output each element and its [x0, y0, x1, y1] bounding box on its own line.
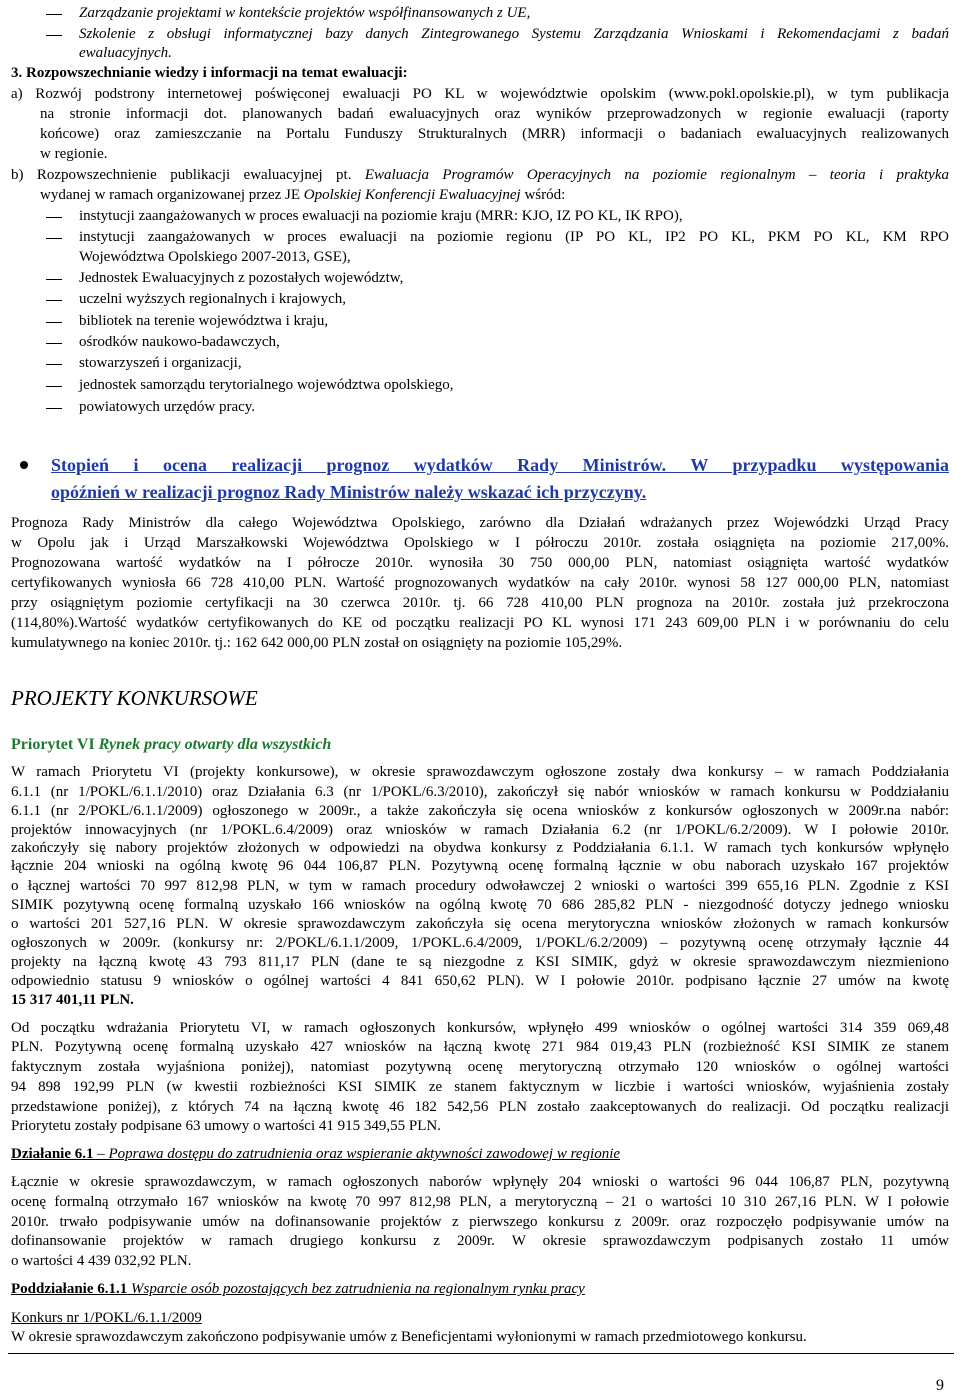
dash-bullet: [46, 408, 62, 409]
list-item: instytucji zaangażowanych w proces ewaluacji na poziomie kraju (MRR: KJO, IZ PO KL, IK RPO),: [79, 208, 683, 224]
list-item: Zarządzanie projektami w kontekście projektów współfinansowanych z UE,: [79, 5, 531, 21]
paragraph-line: o łącznej wartości 70 997 812,98 PLN, w tym w ramach procedury odwoławczej 2 wnioski o wartości 399 655,16 PLN. Zgodnie z KSI: [11, 878, 949, 894]
text-run: wśród:: [520, 187, 566, 203]
paragraph-line: przedstawione poniżej), z których 74 na łączną kwotę 46 182 542,56 PLN zostało zaakceptowanych do realizacji. Od początku realizacji: [11, 1099, 949, 1115]
list-item: powiatowych urzędów pracy.: [79, 399, 256, 415]
paragraph-line: projekty na łączną kwotę 43 793 811,17 PLN (dane te są niezgodne z KSI SIMIK, gdyż w okresie sprawozdawczym niezmieniono: [11, 954, 949, 970]
paragraph-line: W okresie sprawozdawczym zakończono podpisywanie umów z Beneficjentami wyłonionymi w ramach przedmiotowego konkursu.: [11, 1329, 807, 1345]
paragraph-line: faktycznym została wyjaśniona poniżej), natomiast pozytywną ocenę merytoryczną otrzymało 120 wniosków o ogólnej wartości: [11, 1059, 949, 1075]
list-item: jednostek samorządu terytorialnego województwa opolskiego,: [79, 377, 454, 393]
list-item: instytucji zaangażowanych w proces ewaluacji na poziomie regionu (IP PO KL, IP2 PO KL, PKM PO KL, KM RPO: [79, 229, 949, 245]
competition-label: Konkurs nr 1/POKL/6.1.1/2009: [11, 1310, 202, 1326]
dash-bullet: [46, 300, 62, 301]
paragraph-line: zakończyły się nabory projektów złożonych w odpowiedzi na obydwa konkursy z Poddziałania 6.1.1. W ramach tych konkursów wpłynęło: [11, 840, 949, 856]
paragraph-line: projektów innowacyjnych (nr 1/POKL.6.4/2009) oraz wniosków w ramach Działania 6.2 (nr 1/POKL/6.2/2009). W I połowie 2010r.: [11, 822, 949, 838]
bullet-heading: Stopień i ocena realizacji prognoz wydatków Rady Ministrów. W przypadku występowania: [51, 455, 949, 475]
paragraph-line: [11, 165, 949, 185]
action-heading: [11, 1144, 949, 1164]
paragraph-line: a) Rozwój podstrony internetowej poświęconej ewaluacji PO KL w województwie opolskim (www.pokl.opolskie.pl), w tym publikacja: [11, 86, 949, 102]
dash-bullet: [46, 238, 62, 239]
dash-bullet: [46, 279, 62, 280]
list-item: uczelni wyższych regionalnych i krajowych,: [79, 291, 346, 307]
paragraph-line: (114,80%).Wartość wydatków certyfikowanych do KE od początku realizacji PO KL wynosi 171 243 609,00 PLN i w porównaniu do celu: [11, 615, 949, 631]
paragraph-line: końcowe) oraz zamieszczanie na Portalu Funduszy Strukturalnych (MRR) informacji o badaniach ewaluacyjnych realizowanych: [40, 126, 949, 142]
paragraph-line: Prognozowana wartość wydatków na I półrocze 2010r. wynosiła 30 750 000,00 PLN, natomiast osiągnięta wartość wydatków: [11, 555, 949, 571]
paragraph-line: dofinansowanie projektów w ramach drugiego konkursu z 2009r. W okresie sprawozdawczym podpisanych zostało 11 umów: [11, 1233, 949, 1249]
paragraph-line: ocenę formalną otrzymało 167 wniosków na kwotę 70 997 812,98 PLN, a merytoryczną – 21 o wartości 10 310 267,16 PLN. W I połowie: [11, 1194, 949, 1210]
section-title: PROJEKTY KONKURSOWE: [11, 686, 258, 710]
paragraph-line: W ramach Priorytetu VI (projekty konkursowe), w okresie sprawozdawczym ogłoszone zostały dwa konkursy – w ramach Poddziałania: [11, 764, 949, 780]
paragraph-line: certyfikowanych wyniosła 66 728 410,00 PLN. Wartość prognozowanych wydatków na cały 2010r. wynosi 58 127 000,00 PLN, natomiast: [11, 575, 949, 591]
paragraph-line: Prognoza Rady Ministrów dla całego Województwa Opolskiego, zarówno dla Działań wdrażanych przez Wojewódzki Urząd Pracy: [11, 515, 949, 531]
paragraph-line: 6.1.1 (nr 2/POKL/6.1.1/2009) ogłoszonego w 2009r., a także zakończyła się ocena wniosków z konkursów ogłoszonych w 2009r.na nabór:: [11, 803, 949, 819]
text-run: wydanej w ramach organizowanej przez JE: [40, 187, 304, 203]
paragraph-line: 94 898 192,99 PLN (w kwestii rozbieżności KSI SIMIK ze stanem faktycznym w liczbie i wartości wniosków, wyjaśnienia zostały: [11, 1079, 949, 1095]
paragraph-line: łącznie 204 wnioski na ogólną kwotę 96 044 106,87 PLN. Pozytywną ocenę formalną łącznie w obu naborach uzyskało 167 projektów: [11, 858, 949, 874]
dash-bullet: [46, 386, 62, 387]
paragraph-line: odpowiednio statusu 9 wniosków o ogólnej wartości 4 841 650,62 PLN). W I połowie 2010r. podpisano łącznie 27 umów na kwotę: [11, 973, 949, 989]
paragraph-line: ogłoszonych w 2009r. (konkursy nr: 2/POKL/6.1.1/2009, 1/POKL.6.4/2009, 1/POKL/6.2/2009) – pozytywną ocenę otrzymały łącznie 44: [11, 935, 949, 951]
list-item: bibliotek na terenie województwa i kraju,: [79, 313, 329, 329]
dash-bullet: [46, 343, 62, 344]
subaction-title: Wsparcie osób pozostających bez zatrudnienia na regionalnym rynku pracy: [127, 1281, 585, 1297]
paragraph-line: 2010r. trwało podpisywanie umów na dofinansowanie projektów z pierwszego konkursu z 2009r. oraz rozpoczęło podpisywanie umów na: [11, 1214, 949, 1230]
list-item: Szkolenie z obsługi informatycznej bazy danych Zintegrowanego Systemu Zarządzania Wnioskami i Rekomendacjami z badań: [79, 26, 949, 42]
subaction-label: Poddziałanie 6.1.1: [11, 1281, 128, 1297]
paragraph-line: [40, 185, 949, 205]
section-heading: 3. Rozpowszechnianie wiedzy i informacji na temat ewaluacji:: [11, 65, 408, 81]
dash-bullet: [46, 14, 62, 15]
action-title: – Poprawa dostępu do zatrudnienia oraz wspieranie aktywności zawodowej w regionie: [93, 1146, 621, 1162]
dash-bullet: [46, 322, 62, 323]
subaction-heading: [11, 1279, 949, 1299]
paragraph-line: PLN. Pozytywną ocenę formalną uzyskało 427 wniosków na łączną kwotę 271 984 019,43 PLN (rozbieżność KSI SIMIK ze stanem: [11, 1039, 949, 1055]
action-label: Działanie 6.1: [11, 1146, 94, 1162]
paragraph-line: w Opolu jak i Urząd Marszałkowski Województwa Opolskiego w I półroczu 2010r. została osiągnięta na poziomie 217,00%.: [11, 535, 949, 551]
list-item-continuation: ewaluacyjnych.: [79, 45, 172, 61]
paragraph-line: 6.1.1 (nr 1/POKL/6.1.1/2010) oraz Działania 6.3 (nr 1/POKL/6.3/2010), zakończył się nabór wniosków w ramach konkursu w Poddziałaniu: [11, 784, 949, 800]
list-item: ośrodków naukowo-badawczych,: [79, 334, 280, 350]
paragraph-line: kumulatywnego na koniec 2010r. tj.: 162 642 000,00 PLN został on osiągnięty na poziomie 105,29%.: [11, 635, 623, 651]
dash-bullet: [46, 35, 62, 36]
dash-bullet: [46, 217, 62, 218]
bullet-heading-continuation: opóźnień w realizacji prognoz Rady Ministrów należy wskazać ich przyczyny.: [51, 482, 647, 502]
page-number: 9: [936, 1377, 944, 1394]
paragraph-line: Priorytetu zostały podpisane 63 umowy o wartości 41 915 349,55 PLN.: [11, 1118, 441, 1134]
bottom-divider: [8, 1353, 954, 1354]
conference-name: Opolskiej Konferencji Ewaluacyjnej: [303, 187, 521, 203]
publication-title: Ewaluacja Programów Operacyjnych na poziomie regionalnym – teoria i praktyka: [364, 167, 949, 183]
paragraph-line: o wartości 201 527,16 PLN. W okresie sprawozdawczym zakończyła się ocena merytoryczna wniosków złożonych w ramach konkursów: [11, 916, 949, 932]
list-item-continuation: Województwa Opolskiego 2007-2013, GSE),: [79, 249, 351, 265]
paragraph-line: 15 317 401,11 PLN.: [11, 992, 134, 1008]
bullet-icon: [20, 461, 28, 469]
text-run: b) Rozpowszechnienie publikacji ewaluacyjnej pt.: [11, 167, 365, 183]
paragraph-line: w regionie.: [40, 146, 108, 162]
list-item: Jednostek Ewaluacyjnych z pozostałych województw,: [79, 270, 404, 286]
dash-bullet: [46, 364, 62, 365]
paragraph-line: o wartości 4 439 032,92 PLN.: [11, 1253, 192, 1269]
list-item: stowarzyszeń i organizacji,: [79, 355, 242, 371]
paragraph-line: na stronie informacji dot. planowanych badań ewaluacyjnych oraz wyników przeprowadzonych w regionie ewaluacji (raporty: [40, 106, 949, 122]
paragraph-line: przy osiągniętym poziomie certyfikacji na 30 czerwca 2010r. tj. 66 728 410,00 PLN prognoza na 2010r. została już przekroczona: [11, 595, 949, 611]
priority-label: Priorytet VI: [11, 736, 99, 753]
paragraph-line: Od początku wdrażania Priorytetu VI, w ramach ogłoszonych konkursów, wpłynęło 499 wniosków o ogólnej wartości 314 359 069,48: [11, 1020, 949, 1036]
paragraph-line: Łącznie w okresie sprawozdawczym, w ramach ogłoszonych naborów wpłynęły 204 wnioski o wartości 96 044 106,87 PLN, pozytywną: [11, 1174, 949, 1190]
priority-heading: [11, 735, 949, 755]
priority-title: Rynek pracy otwarty dla wszystkich: [98, 736, 332, 753]
paragraph-line: SIMIK pozytywną ocenę formalną uzyskało 166 wniosków na ogólną kwotę 70 686 285,82 PLN - niezgodność dotyczy jednego wniosku: [11, 897, 949, 913]
